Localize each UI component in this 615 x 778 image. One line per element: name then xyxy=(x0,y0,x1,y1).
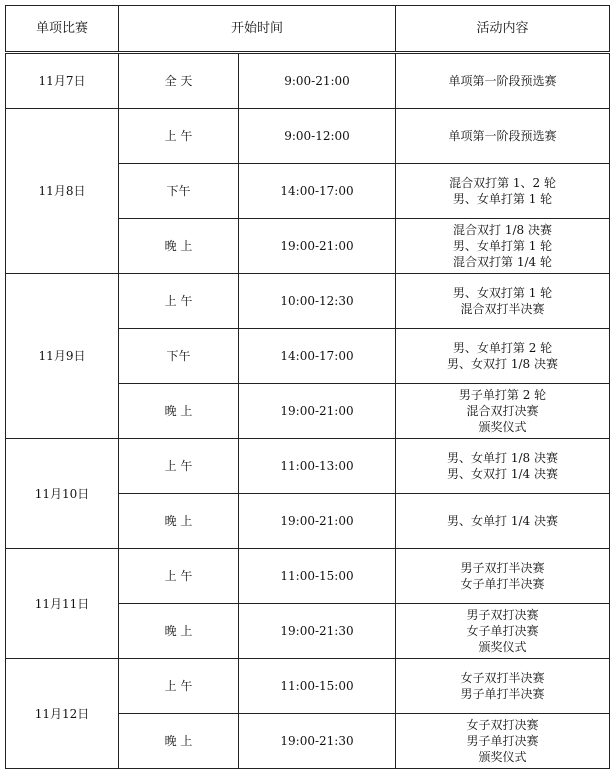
activity-cell: 男子双打半决赛 女子单打半决赛 xyxy=(396,549,610,604)
activity-cell: 男子双打决赛 女子单打决赛 颁奖仪式 xyxy=(396,604,610,659)
activity-cell: 混合双打第 1、2 轮 男、女单打第 1 轮 xyxy=(396,164,610,219)
period-cell: 上 午 xyxy=(119,274,239,329)
period-cell: 下午 xyxy=(119,164,239,219)
time-cell: 19:00-21:00 xyxy=(239,494,396,549)
schedule-table xyxy=(5,5,610,769)
date-cell: 11月7日 xyxy=(6,53,119,109)
time-cell: 19:00-21:00 xyxy=(239,384,396,439)
time-cell: 19:00-21:30 xyxy=(239,604,396,659)
table-row xyxy=(6,549,610,604)
time-cell: 19:00-21:00 xyxy=(239,219,396,274)
table-row xyxy=(6,109,610,164)
activity-cell: 女子双打决赛 男子单打决赛 颁奖仪式 xyxy=(396,714,610,769)
period-cell: 上 午 xyxy=(119,439,239,494)
activity-cell: 男、女双打第 1 轮 混合双打半决赛 xyxy=(396,274,610,329)
activity-cell: 混合双打 1/8 决赛 男、女单打第 1 轮 混合双打第 1/4 轮 xyxy=(396,219,610,274)
activity-cell: 男、女单打 1/4 决赛 xyxy=(396,494,610,549)
table-row xyxy=(6,53,610,109)
header-event: 单项比赛 xyxy=(6,6,119,53)
time-cell: 11:00-15:00 xyxy=(239,549,396,604)
time-cell: 9:00-21:00 xyxy=(239,53,396,109)
period-cell: 晚 上 xyxy=(119,714,239,769)
period-cell: 晚 上 xyxy=(119,384,239,439)
activity-cell: 女子双打半决赛 男子单打半决赛 xyxy=(396,659,610,714)
time-cell: 11:00-15:00 xyxy=(239,659,396,714)
date-cell: 11月9日 xyxy=(6,274,119,439)
date-cell: 11月11日 xyxy=(6,549,119,659)
time-cell: 14:00-17:00 xyxy=(239,329,396,384)
time-cell: 19:00-21:30 xyxy=(239,714,396,769)
period-cell: 晚 上 xyxy=(119,494,239,549)
period-cell: 上 午 xyxy=(119,109,239,164)
activity-cell: 单项第一阶段预选赛 xyxy=(396,53,610,109)
time-cell: 14:00-17:00 xyxy=(239,164,396,219)
activity-cell: 男子单打第 2 轮 混合双打决赛 颁奖仪式 xyxy=(396,384,610,439)
activity-cell: 男、女单打第 2 轮 男、女双打 1/8 决赛 xyxy=(396,329,610,384)
time-cell: 9:00-12:00 xyxy=(239,109,396,164)
period-cell: 上 午 xyxy=(119,659,239,714)
table-row xyxy=(6,439,610,494)
header-row xyxy=(6,6,610,53)
header-activity: 活动内容 xyxy=(396,6,610,53)
date-cell: 11月10日 xyxy=(6,439,119,549)
activity-cell: 单项第一阶段预选赛 xyxy=(396,109,610,164)
table-row xyxy=(6,659,610,714)
table-row xyxy=(6,274,610,329)
period-cell: 全 天 xyxy=(119,53,239,109)
schedule-body xyxy=(6,53,610,769)
header-time: 开始时间 xyxy=(119,6,396,53)
date-cell: 11月12日 xyxy=(6,659,119,769)
time-cell: 10:00-12:30 xyxy=(239,274,396,329)
date-cell: 11月8日 xyxy=(6,109,119,274)
period-cell: 上 午 xyxy=(119,549,239,604)
period-cell: 晚 上 xyxy=(119,219,239,274)
period-cell: 晚 上 xyxy=(119,604,239,659)
activity-cell: 男、女单打 1/8 决赛 男、女双打 1/4 决赛 xyxy=(396,439,610,494)
time-cell: 11:00-13:00 xyxy=(239,439,396,494)
period-cell: 下午 xyxy=(119,329,239,384)
